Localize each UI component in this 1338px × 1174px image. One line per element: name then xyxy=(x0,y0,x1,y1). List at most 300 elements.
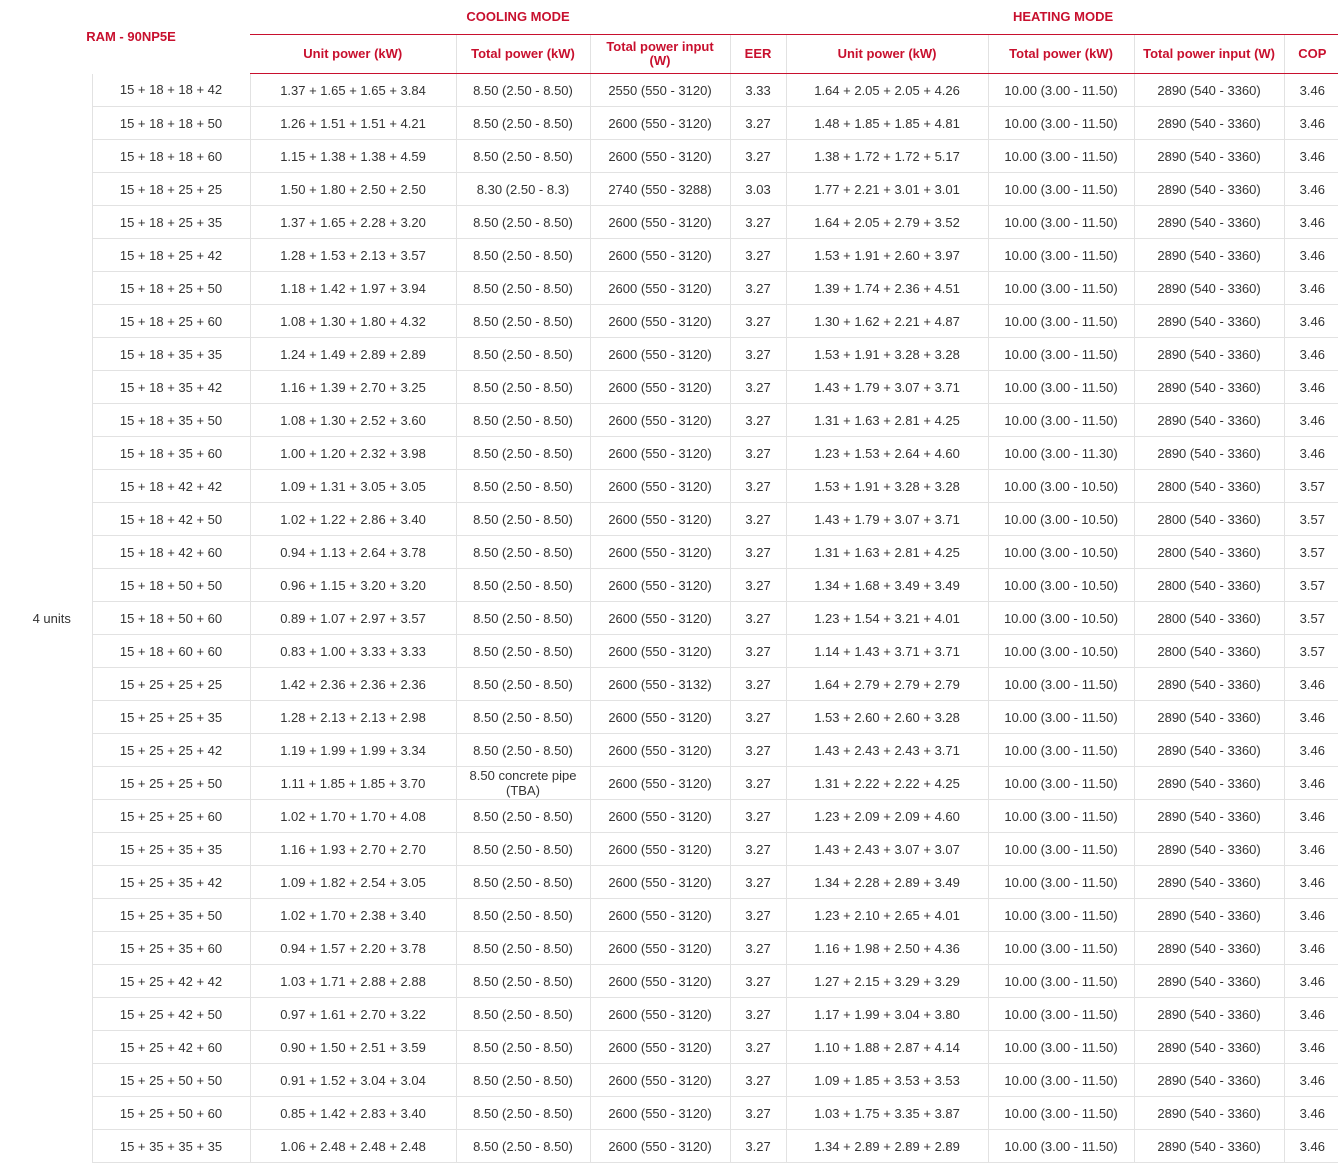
cooling-total-power-cell: 8.50 (2.50 - 8.50) xyxy=(456,1097,590,1130)
cooling-unit-power-cell: 1.00 + 1.20 + 2.32 + 3.98 xyxy=(250,437,456,470)
cooling-power-input-cell: 2600 (550 - 3120) xyxy=(590,503,730,536)
cooling-unit-power-cell: 1.06 + 2.48 + 2.48 + 2.48 xyxy=(250,1130,456,1163)
cooling-power-input-cell: 2550 (550 - 3120) xyxy=(590,74,730,107)
table-row xyxy=(12,833,1338,866)
cooling-unit-power-cell: 1.02 + 1.70 + 2.38 + 3.40 xyxy=(250,899,456,932)
cooling-total-power-cell: 8.50 (2.50 - 8.50) xyxy=(456,734,590,767)
cooling-unit-power-cell: 1.26 + 1.51 + 1.51 + 4.21 xyxy=(250,107,456,140)
combination-cell: 15 + 18 + 35 + 42 xyxy=(92,371,250,404)
eer-cell: 3.27 xyxy=(730,239,786,272)
combination-cell: 15 + 18 + 25 + 60 xyxy=(92,305,250,338)
heating-power-input-cell: 2890 (540 - 3360) xyxy=(1134,734,1284,767)
table-row xyxy=(12,800,1338,833)
header-group-row xyxy=(12,0,1338,35)
cooling-power-input-cell: 2600 (550 - 3120) xyxy=(590,932,730,965)
col-heating-power-input: Total power input (W) xyxy=(1134,35,1284,74)
combination-cell: 15 + 18 + 25 + 35 xyxy=(92,206,250,239)
combination-cell: 15 + 25 + 25 + 50 xyxy=(92,767,250,800)
cooling-unit-power-cell: 1.02 + 1.22 + 2.86 + 3.40 xyxy=(250,503,456,536)
combination-cell: 15 + 25 + 42 + 42 xyxy=(92,965,250,998)
eer-cell: 3.27 xyxy=(730,965,786,998)
table-row xyxy=(12,569,1338,602)
combination-cell: 15 + 18 + 18 + 50 xyxy=(92,107,250,140)
table-row xyxy=(12,635,1338,668)
combination-cell: 15 + 18 + 35 + 35 xyxy=(92,338,250,371)
cooling-unit-power-cell: 1.42 + 2.36 + 2.36 + 2.36 xyxy=(250,668,456,701)
cooling-power-input-cell: 2600 (550 - 3120) xyxy=(590,866,730,899)
eer-cell: 3.27 xyxy=(730,1097,786,1130)
heating-unit-power-cell: 1.14 + 1.43 + 3.71 + 3.71 xyxy=(786,635,988,668)
cooling-power-input-cell: 2600 (550 - 3120) xyxy=(590,437,730,470)
table-row xyxy=(12,404,1338,437)
cooling-total-power-cell: 8.50 (2.50 - 8.50) xyxy=(456,998,590,1031)
cooling-power-input-cell: 2600 (550 - 3120) xyxy=(590,1064,730,1097)
heating-unit-power-cell: 1.64 + 2.05 + 2.79 + 3.52 xyxy=(786,206,988,239)
cooling-total-power-cell: 8.50 (2.50 - 8.50) xyxy=(456,206,590,239)
heating-power-input-cell: 2890 (540 - 3360) xyxy=(1134,140,1284,173)
eer-cell: 3.33 xyxy=(730,74,786,107)
heating-total-power-cell: 10.00 (3.00 - 10.50) xyxy=(988,536,1134,569)
heating-power-input-cell: 2800 (540 - 3360) xyxy=(1134,536,1284,569)
heating-power-input-cell: 2800 (540 - 3360) xyxy=(1134,602,1284,635)
eer-cell: 3.27 xyxy=(730,800,786,833)
heating-total-power-cell: 10.00 (3.00 - 11.50) xyxy=(988,1031,1134,1064)
heating-unit-power-cell: 1.48 + 1.85 + 1.85 + 4.81 xyxy=(786,107,988,140)
col-cooling-unit-power: Unit power (kW) xyxy=(250,35,456,74)
cooling-mode-heading: COOLING MODE xyxy=(250,0,786,35)
cooling-total-power-cell: 8.50 (2.50 - 8.50) xyxy=(456,272,590,305)
cooling-power-input-cell: 2600 (550 - 3120) xyxy=(590,371,730,404)
cop-cell: 3.46 xyxy=(1284,767,1338,800)
cop-cell: 3.46 xyxy=(1284,239,1338,272)
table-row xyxy=(12,1064,1338,1097)
eer-cell: 3.27 xyxy=(730,404,786,437)
table-row xyxy=(12,965,1338,998)
heating-unit-power-cell: 1.23 + 2.10 + 2.65 + 4.01 xyxy=(786,899,988,932)
cooling-power-input-cell: 2600 (550 - 3120) xyxy=(590,701,730,734)
cooling-total-power-cell: 8.50 (2.50 - 8.50) xyxy=(456,305,590,338)
heating-total-power-cell: 10.00 (3.00 - 10.50) xyxy=(988,470,1134,503)
cooling-total-power-cell: 8.50 (2.50 - 8.50) xyxy=(456,536,590,569)
cooling-unit-power-cell: 0.94 + 1.13 + 2.64 + 3.78 xyxy=(250,536,456,569)
cooling-power-input-cell: 2600 (550 - 3132) xyxy=(590,668,730,701)
cooling-unit-power-cell: 1.15 + 1.38 + 1.38 + 4.59 xyxy=(250,140,456,173)
heating-unit-power-cell: 1.53 + 1.91 + 3.28 + 3.28 xyxy=(786,338,988,371)
cooling-unit-power-cell: 1.19 + 1.99 + 1.99 + 3.34 xyxy=(250,734,456,767)
cop-cell: 3.46 xyxy=(1284,866,1338,899)
eer-cell: 3.27 xyxy=(730,206,786,239)
heating-unit-power-cell: 1.53 + 2.60 + 2.60 + 3.28 xyxy=(786,701,988,734)
combination-cell: 15 + 25 + 42 + 50 xyxy=(92,998,250,1031)
heating-total-power-cell: 10.00 (3.00 - 11.50) xyxy=(988,965,1134,998)
heating-unit-power-cell: 1.39 + 1.74 + 2.36 + 4.51 xyxy=(786,272,988,305)
cooling-power-input-cell: 2600 (550 - 3120) xyxy=(590,998,730,1031)
cooling-total-power-cell: 8.50 (2.50 - 8.50) xyxy=(456,965,590,998)
model-name: RAM - 90NP5E xyxy=(86,28,176,44)
heating-power-input-cell: 2890 (540 - 3360) xyxy=(1134,668,1284,701)
heating-power-input-cell: 2890 (540 - 3360) xyxy=(1134,173,1284,206)
heating-mode-heading: HEATING MODE xyxy=(786,0,1338,35)
combination-cell: 15 + 25 + 50 + 50 xyxy=(92,1064,250,1097)
eer-cell: 3.27 xyxy=(730,602,786,635)
heating-total-power-cell: 10.00 (3.00 - 11.50) xyxy=(988,272,1134,305)
heating-total-power-cell: 10.00 (3.00 - 11.50) xyxy=(988,404,1134,437)
heating-unit-power-cell: 1.31 + 1.63 + 2.81 + 4.25 xyxy=(786,536,988,569)
cooling-unit-power-cell: 0.91 + 1.52 + 3.04 + 3.04 xyxy=(250,1064,456,1097)
eer-cell: 3.27 xyxy=(730,668,786,701)
cooling-unit-power-cell: 1.09 + 1.31 + 3.05 + 3.05 xyxy=(250,470,456,503)
col-heating-total-power: Total power (kW) xyxy=(988,35,1134,74)
table-row xyxy=(12,701,1338,734)
cooling-power-input-cell: 2600 (550 - 3120) xyxy=(590,404,730,437)
heating-unit-power-cell: 1.10 + 1.88 + 2.87 + 4.14 xyxy=(786,1031,988,1064)
table-row xyxy=(12,140,1338,173)
table-row xyxy=(12,932,1338,965)
eer-cell: 3.27 xyxy=(730,569,786,602)
table-row xyxy=(12,107,1338,140)
col-eer: EER xyxy=(730,35,786,74)
cooling-power-input-cell: 2600 (550 - 3120) xyxy=(590,470,730,503)
heating-total-power-cell: 10.00 (3.00 - 10.50) xyxy=(988,602,1134,635)
heating-power-input-cell: 2890 (540 - 3360) xyxy=(1134,767,1284,800)
cop-cell: 3.57 xyxy=(1284,635,1338,668)
heating-total-power-cell: 10.00 (3.00 - 11.50) xyxy=(988,668,1134,701)
cop-cell: 3.46 xyxy=(1284,305,1338,338)
cooling-total-power-cell: 8.50 (2.50 - 8.50) xyxy=(456,239,590,272)
heating-unit-power-cell: 1.34 + 2.28 + 2.89 + 3.49 xyxy=(786,866,988,899)
cop-cell: 3.57 xyxy=(1284,569,1338,602)
combination-cell: 15 + 25 + 35 + 50 xyxy=(92,899,250,932)
table-row xyxy=(12,734,1338,767)
cop-cell: 3.46 xyxy=(1284,998,1338,1031)
combination-cell: 15 + 25 + 42 + 60 xyxy=(92,1031,250,1064)
eer-cell: 3.27 xyxy=(730,140,786,173)
heating-power-input-cell: 2890 (540 - 3360) xyxy=(1134,239,1284,272)
heating-power-input-cell: 2890 (540 - 3360) xyxy=(1134,1097,1284,1130)
table-row xyxy=(12,503,1338,536)
heating-power-input-cell: 2890 (540 - 3360) xyxy=(1134,1064,1284,1097)
table-row xyxy=(12,536,1338,569)
table-row xyxy=(12,1031,1338,1064)
cooling-total-power-cell: 8.50 (2.50 - 8.50) xyxy=(456,833,590,866)
cooling-total-power-cell: 8.50 (2.50 - 8.50) xyxy=(456,503,590,536)
cooling-unit-power-cell: 0.85 + 1.42 + 2.83 + 3.40 xyxy=(250,1097,456,1130)
cop-cell: 3.46 xyxy=(1284,800,1338,833)
heating-total-power-cell: 10.00 (3.00 - 11.50) xyxy=(988,1130,1134,1163)
heating-power-input-cell: 2800 (540 - 3360) xyxy=(1134,503,1284,536)
cooling-total-power-cell: 8.50 (2.50 - 8.50) xyxy=(456,1130,590,1163)
cooling-unit-power-cell: 1.24 + 1.49 + 2.89 + 2.89 xyxy=(250,338,456,371)
cop-cell: 3.46 xyxy=(1284,173,1338,206)
heating-power-input-cell: 2890 (540 - 3360) xyxy=(1134,305,1284,338)
table-row xyxy=(12,239,1338,272)
cooling-total-power-cell: 8.50 (2.50 - 8.50) xyxy=(456,470,590,503)
cop-cell: 3.57 xyxy=(1284,503,1338,536)
col-cooling-total-power: Total power (kW) xyxy=(456,35,590,74)
table-row xyxy=(12,767,1338,800)
table-row xyxy=(12,305,1338,338)
heating-power-input-cell: 2890 (540 - 3360) xyxy=(1134,833,1284,866)
combination-cell: 15 + 18 + 25 + 25 xyxy=(92,173,250,206)
cooling-power-input-cell: 2600 (550 - 3120) xyxy=(590,965,730,998)
eer-cell: 3.27 xyxy=(730,470,786,503)
heating-unit-power-cell: 1.64 + 2.79 + 2.79 + 2.79 xyxy=(786,668,988,701)
heating-power-input-cell: 2890 (540 - 3360) xyxy=(1134,371,1284,404)
table-row xyxy=(12,173,1338,206)
combination-cell: 15 + 25 + 35 + 60 xyxy=(92,932,250,965)
heating-total-power-cell: 10.00 (3.00 - 11.50) xyxy=(988,701,1134,734)
cooling-power-input-cell: 2600 (550 - 3120) xyxy=(590,635,730,668)
heating-total-power-cell: 10.00 (3.00 - 11.50) xyxy=(988,767,1134,800)
cooling-unit-power-cell: 0.89 + 1.07 + 2.97 + 3.57 xyxy=(250,602,456,635)
heating-total-power-cell: 10.00 (3.00 - 11.50) xyxy=(988,206,1134,239)
cooling-power-input-cell: 2600 (550 - 3120) xyxy=(590,569,730,602)
combination-cell: 15 + 25 + 25 + 35 xyxy=(92,701,250,734)
combination-cell: 15 + 18 + 42 + 60 xyxy=(92,536,250,569)
cooling-power-input-cell: 2600 (550 - 3120) xyxy=(590,602,730,635)
cooling-total-power-cell: 8.50 (2.50 - 8.50) xyxy=(456,338,590,371)
heating-power-input-cell: 2890 (540 - 3360) xyxy=(1134,800,1284,833)
cop-cell: 3.46 xyxy=(1284,206,1338,239)
cooling-power-input-cell: 2600 (550 - 3120) xyxy=(590,107,730,140)
combination-cell: 15 + 18 + 50 + 50 xyxy=(92,569,250,602)
cop-cell: 3.46 xyxy=(1284,701,1338,734)
combination-cell: 15 + 25 + 25 + 60 xyxy=(92,800,250,833)
heating-total-power-cell: 10.00 (3.00 - 11.50) xyxy=(988,833,1134,866)
eer-cell: 3.27 xyxy=(730,503,786,536)
unit-count-cell: 4 units xyxy=(12,74,92,1163)
eer-cell: 3.27 xyxy=(730,536,786,569)
heating-unit-power-cell: 1.16 + 1.98 + 2.50 + 4.36 xyxy=(786,932,988,965)
heating-power-input-cell: 2890 (540 - 3360) xyxy=(1134,404,1284,437)
cop-cell: 3.46 xyxy=(1284,1130,1338,1163)
cooling-total-power-cell: 8.50 (2.50 - 8.50) xyxy=(456,74,590,107)
heating-total-power-cell: 10.00 (3.00 - 11.50) xyxy=(988,239,1134,272)
eer-cell: 3.27 xyxy=(730,107,786,140)
table-row xyxy=(12,74,1338,107)
heating-unit-power-cell: 1.43 + 1.79 + 3.07 + 3.71 xyxy=(786,371,988,404)
cooling-total-power-cell: 8.50 (2.50 - 8.50) xyxy=(456,1064,590,1097)
eer-cell: 3.27 xyxy=(730,437,786,470)
cop-cell: 3.46 xyxy=(1284,272,1338,305)
heating-power-input-cell: 2890 (540 - 3360) xyxy=(1134,1130,1284,1163)
eer-cell: 3.27 xyxy=(730,305,786,338)
heating-unit-power-cell: 1.43 + 2.43 + 3.07 + 3.07 xyxy=(786,833,988,866)
table-row xyxy=(12,1097,1338,1130)
heating-unit-power-cell: 1.09 + 1.85 + 3.53 + 3.53 xyxy=(786,1064,988,1097)
combination-cell: 15 + 18 + 60 + 60 xyxy=(92,635,250,668)
eer-cell: 3.27 xyxy=(730,371,786,404)
cop-cell: 3.46 xyxy=(1284,74,1338,107)
cooling-power-input-cell: 2600 (550 - 3120) xyxy=(590,1097,730,1130)
heating-unit-power-cell: 1.43 + 1.79 + 3.07 + 3.71 xyxy=(786,503,988,536)
heating-total-power-cell: 10.00 (3.00 - 11.50) xyxy=(988,800,1134,833)
heating-unit-power-cell: 1.17 + 1.99 + 3.04 + 3.80 xyxy=(786,998,988,1031)
cop-cell: 3.46 xyxy=(1284,404,1338,437)
combination-cell: 15 + 18 + 35 + 50 xyxy=(92,404,250,437)
cooling-unit-power-cell: 1.28 + 2.13 + 2.13 + 2.98 xyxy=(250,701,456,734)
heating-power-input-cell: 2890 (540 - 3360) xyxy=(1134,866,1284,899)
cop-cell: 3.46 xyxy=(1284,965,1338,998)
heating-power-input-cell: 2890 (540 - 3360) xyxy=(1134,437,1284,470)
cooling-unit-power-cell: 0.90 + 1.50 + 2.51 + 3.59 xyxy=(250,1031,456,1064)
combination-cell: 15 + 35 + 35 + 35 xyxy=(92,1130,250,1163)
cooling-power-input-cell: 2600 (550 - 3120) xyxy=(590,140,730,173)
cop-cell: 3.46 xyxy=(1284,932,1338,965)
table-row xyxy=(12,338,1338,371)
cooling-power-input-cell: 2600 (550 - 3120) xyxy=(590,767,730,800)
table-row xyxy=(12,602,1338,635)
heating-total-power-cell: 10.00 (3.00 - 11.50) xyxy=(988,866,1134,899)
eer-cell: 3.27 xyxy=(730,833,786,866)
table-row xyxy=(12,1130,1338,1163)
eer-cell: 3.27 xyxy=(730,272,786,305)
heating-total-power-cell: 10.00 (3.00 - 11.50) xyxy=(988,371,1134,404)
cooling-power-input-cell: 2600 (550 - 3120) xyxy=(590,833,730,866)
cooling-unit-power-cell: 1.16 + 1.39 + 2.70 + 3.25 xyxy=(250,371,456,404)
cooling-power-input-cell: 2600 (550 - 3120) xyxy=(590,305,730,338)
heating-power-input-cell: 2890 (540 - 3360) xyxy=(1134,701,1284,734)
cop-cell: 3.46 xyxy=(1284,107,1338,140)
combination-cell: 15 + 18 + 25 + 42 xyxy=(92,239,250,272)
heating-total-power-cell: 10.00 (3.00 - 10.50) xyxy=(988,503,1134,536)
heating-total-power-cell: 10.00 (3.00 - 11.50) xyxy=(988,74,1134,107)
table-row xyxy=(12,668,1338,701)
heating-unit-power-cell: 1.53 + 1.91 + 2.60 + 3.97 xyxy=(786,239,988,272)
heating-power-input-cell: 2890 (540 - 3360) xyxy=(1134,899,1284,932)
table-row xyxy=(12,437,1338,470)
eer-cell: 3.27 xyxy=(730,932,786,965)
eer-cell: 3.27 xyxy=(730,734,786,767)
cooling-total-power-cell: 8.50 (2.50 - 8.50) xyxy=(456,899,590,932)
cooling-unit-power-cell: 0.97 + 1.61 + 2.70 + 3.22 xyxy=(250,998,456,1031)
combination-cell: 15 + 18 + 42 + 42 xyxy=(92,470,250,503)
heating-unit-power-cell: 1.64 + 2.05 + 2.05 + 4.26 xyxy=(786,74,988,107)
heating-total-power-cell: 10.00 (3.00 - 11.50) xyxy=(988,998,1134,1031)
cooling-power-input-cell: 2740 (550 - 3288) xyxy=(590,173,730,206)
cooling-unit-power-cell: 0.94 + 1.57 + 2.20 + 3.78 xyxy=(250,932,456,965)
cooling-total-power-cell: 8.50 (2.50 - 8.50) xyxy=(456,668,590,701)
table-header xyxy=(12,0,1338,74)
eer-cell: 3.27 xyxy=(730,338,786,371)
cooling-total-power-cell: 8.30 (2.50 - 8.3) xyxy=(456,173,590,206)
cooling-total-power-cell: 8.50 (2.50 - 8.50) xyxy=(456,800,590,833)
heating-total-power-cell: 10.00 (3.00 - 11.50) xyxy=(988,734,1134,767)
cooling-total-power-cell: 8.50 (2.50 - 8.50) xyxy=(456,569,590,602)
cop-cell: 3.46 xyxy=(1284,899,1338,932)
cooling-unit-power-cell: 1.37 + 1.65 + 1.65 + 3.84 xyxy=(250,74,456,107)
cooling-total-power-cell: 8.50 (2.50 - 8.50) xyxy=(456,404,590,437)
heating-power-input-cell: 2800 (540 - 3360) xyxy=(1134,569,1284,602)
cooling-unit-power-cell: 1.03 + 1.71 + 2.88 + 2.88 xyxy=(250,965,456,998)
cooling-total-power-cell: 8.50 (2.50 - 8.50) xyxy=(456,866,590,899)
cooling-total-power-cell: 8.50 (2.50 - 8.50) xyxy=(456,107,590,140)
heating-power-input-cell: 2890 (540 - 3360) xyxy=(1134,206,1284,239)
cop-cell: 3.57 xyxy=(1284,602,1338,635)
heating-unit-power-cell: 1.34 + 1.68 + 3.49 + 3.49 xyxy=(786,569,988,602)
cooling-unit-power-cell: 1.02 + 1.70 + 1.70 + 4.08 xyxy=(250,800,456,833)
heating-power-input-cell: 2890 (540 - 3360) xyxy=(1134,1031,1284,1064)
heating-unit-power-cell: 1.23 + 2.09 + 2.09 + 4.60 xyxy=(786,800,988,833)
heating-power-input-cell: 2890 (540 - 3360) xyxy=(1134,272,1284,305)
table-body xyxy=(12,74,1338,1163)
cooling-power-input-cell: 2600 (550 - 3120) xyxy=(590,734,730,767)
heating-total-power-cell: 10.00 (3.00 - 11.50) xyxy=(988,107,1134,140)
cooling-power-input-cell: 2600 (550 - 3120) xyxy=(590,239,730,272)
eer-cell: 3.27 xyxy=(730,866,786,899)
combination-cell: 15 + 25 + 25 + 42 xyxy=(92,734,250,767)
heating-total-power-cell: 10.00 (3.00 - 11.50) xyxy=(988,1064,1134,1097)
heating-total-power-cell: 10.00 (3.00 - 11.50) xyxy=(988,1097,1134,1130)
combination-cell: 15 + 18 + 25 + 50 xyxy=(92,272,250,305)
heating-power-input-cell: 2890 (540 - 3360) xyxy=(1134,932,1284,965)
cop-cell: 3.46 xyxy=(1284,140,1338,173)
cooling-power-input-cell: 2600 (550 - 3120) xyxy=(590,800,730,833)
combination-cell: 15 + 18 + 35 + 60 xyxy=(92,437,250,470)
combination-cell: 15 + 25 + 25 + 25 xyxy=(92,668,250,701)
cop-cell: 3.46 xyxy=(1284,371,1338,404)
heating-power-input-cell: 2890 (540 - 3360) xyxy=(1134,74,1284,107)
cooling-total-power-cell: 8.50 concrete pipe (TBA) xyxy=(456,767,590,800)
table-row xyxy=(12,206,1338,239)
eer-cell: 3.27 xyxy=(730,1064,786,1097)
spec-table xyxy=(12,0,1338,1163)
cooling-unit-power-cell: 1.16 + 1.93 + 2.70 + 2.70 xyxy=(250,833,456,866)
cop-cell: 3.46 xyxy=(1284,1064,1338,1097)
cooling-unit-power-cell: 1.18 + 1.42 + 1.97 + 3.94 xyxy=(250,272,456,305)
cooling-unit-power-cell: 1.09 + 1.82 + 2.54 + 3.05 xyxy=(250,866,456,899)
table-row xyxy=(12,899,1338,932)
cooling-power-input-cell: 2600 (550 - 3120) xyxy=(590,206,730,239)
cop-cell: 3.46 xyxy=(1284,338,1338,371)
cooling-total-power-cell: 8.50 (2.50 - 8.50) xyxy=(456,371,590,404)
heating-power-input-cell: 2890 (540 - 3360) xyxy=(1134,998,1284,1031)
cooling-total-power-cell: 8.50 (2.50 - 8.50) xyxy=(456,1031,590,1064)
combination-cell: 15 + 25 + 35 + 35 xyxy=(92,833,250,866)
eer-cell: 3.27 xyxy=(730,701,786,734)
heating-unit-power-cell: 1.38 + 1.72 + 1.72 + 5.17 xyxy=(786,140,988,173)
heating-unit-power-cell: 1.53 + 1.91 + 3.28 + 3.28 xyxy=(786,470,988,503)
eer-cell: 3.27 xyxy=(730,899,786,932)
cooling-power-input-cell: 2600 (550 - 3120) xyxy=(590,899,730,932)
heating-unit-power-cell: 1.03 + 1.75 + 3.35 + 3.87 xyxy=(786,1097,988,1130)
cooling-total-power-cell: 8.50 (2.50 - 8.50) xyxy=(456,437,590,470)
heating-total-power-cell: 10.00 (3.00 - 10.50) xyxy=(988,635,1134,668)
eer-cell: 3.27 xyxy=(730,998,786,1031)
cop-cell: 3.57 xyxy=(1284,536,1338,569)
cooling-unit-power-cell: 1.08 + 1.30 + 2.52 + 3.60 xyxy=(250,404,456,437)
cop-cell: 3.46 xyxy=(1284,1097,1338,1130)
heating-unit-power-cell: 1.43 + 2.43 + 2.43 + 3.71 xyxy=(786,734,988,767)
table-row xyxy=(12,371,1338,404)
heating-total-power-cell: 10.00 (3.00 - 11.50) xyxy=(988,305,1134,338)
cop-cell: 3.46 xyxy=(1284,1031,1338,1064)
combination-cell: 15 + 25 + 50 + 60 xyxy=(92,1097,250,1130)
cooling-power-input-cell: 2600 (550 - 3120) xyxy=(590,338,730,371)
heating-unit-power-cell: 1.31 + 2.22 + 2.22 + 4.25 xyxy=(786,767,988,800)
heating-power-input-cell: 2890 (540 - 3360) xyxy=(1134,338,1284,371)
cop-cell: 3.46 xyxy=(1284,833,1338,866)
heating-unit-power-cell: 1.30 + 1.62 + 2.21 + 4.87 xyxy=(786,305,988,338)
combination-cell: 15 + 18 + 50 + 60 xyxy=(92,602,250,635)
cooling-power-input-cell: 2600 (550 - 3120) xyxy=(590,1130,730,1163)
combination-cell: 15 + 18 + 42 + 50 xyxy=(92,503,250,536)
table-row xyxy=(12,272,1338,305)
heating-total-power-cell: 10.00 (3.00 - 11.50) xyxy=(988,932,1134,965)
combination-cell: 15 + 25 + 35 + 42 xyxy=(92,866,250,899)
cooling-total-power-cell: 8.50 (2.50 - 8.50) xyxy=(456,932,590,965)
eer-cell: 3.27 xyxy=(730,1130,786,1163)
